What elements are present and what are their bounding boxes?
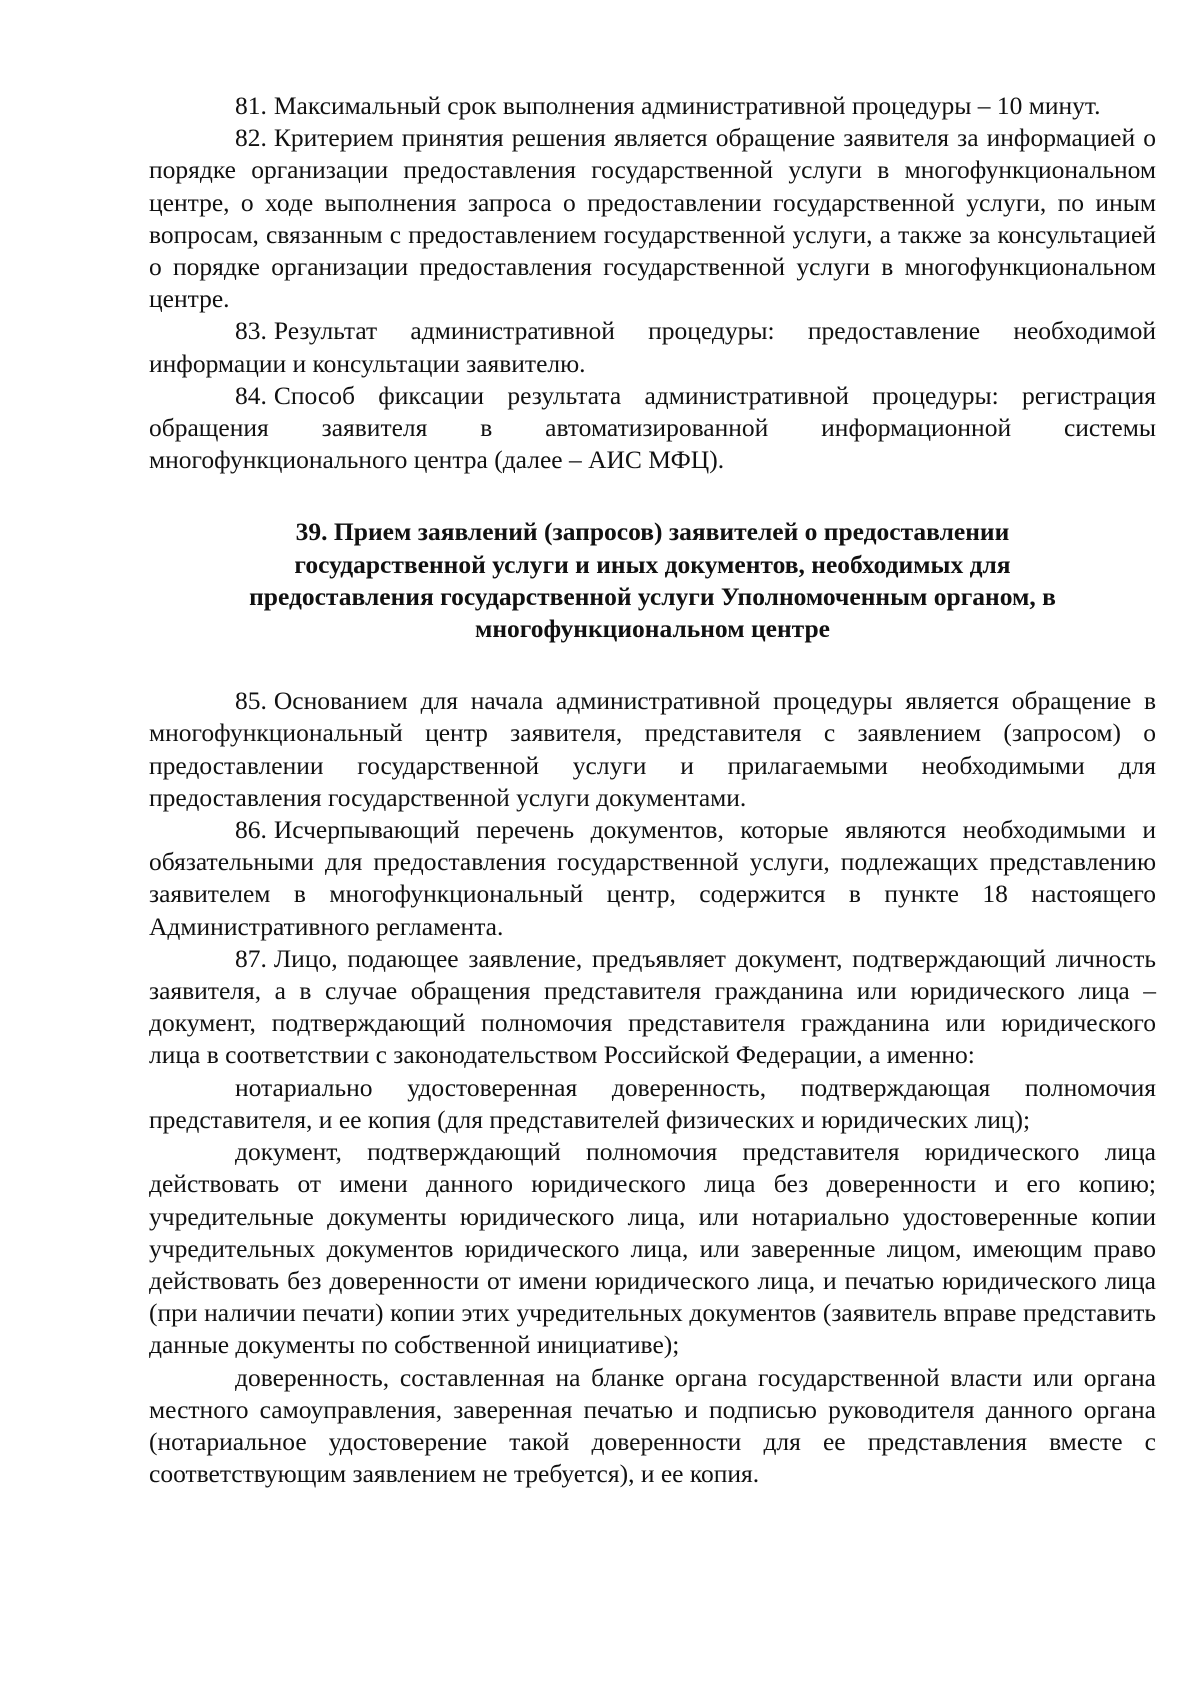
paragraph-number: 84. xyxy=(235,380,267,410)
section-heading-line: многофункциональном центре xyxy=(475,614,830,644)
paragraph-text: Лицо, подающее заявление, предъявляет документ, подтверждающий личность заявителя, а в случае обращения представителя гражданина или юридического лица – документ, подтверждающий полномочия представителя гражданина или юридического лица в соответствии с законодательством Российской Федерации, а именно: xyxy=(149,943,1156,1070)
subparagraph-notarized-power-of-attorney: нотариально удостоверенная доверенность, подтверждающая полномочия представителя, и ее копия (для представителей физических и юридических лиц); xyxy=(149,1072,1156,1134)
paragraph-85 xyxy=(149,685,1156,814)
section-heading-line: 39. Прием заявлений (запросов) заявителей о предоставлении xyxy=(295,517,1010,547)
paragraph-87 xyxy=(149,943,1156,1072)
paragraph-number: 85. xyxy=(235,686,267,716)
paragraph-text: Результат административной процедуры: предоставление необходимой информации и консультации заявителю. xyxy=(149,316,1156,378)
section-heading-line: предоставления государственной услуги Уполномоченным органом, в xyxy=(249,581,1056,611)
subparagraph-legal-entity-authority-document: документ, подтверждающий полномочия представителя юридического лица действовать от имени данного юридического лица без доверенности и его копию; учредительные документы юридического лица, или нотариально удостоверенные копии учредительных документов юридического лица, или заверенные лицом, имеющим право действовать без доверенности от имени юридического лица, и печатью юридического лица (при наличии печати) копии этих учредительных документов (заявитель вправе представить данные документы по собственной инициативе); xyxy=(149,1137,1156,1360)
paragraph-81 xyxy=(149,90,1156,122)
paragraph-text: Способ фиксации результата административной процедуры: регистрация обращения заявителя в автоматизированной информационной системы многофункционального центра (далее – АИС МФЦ). xyxy=(149,380,1156,475)
subparagraph-official-letterhead-power-of-attorney: доверенность, составленная на бланке органа государственной власти или органа местного самоуправления, заверенная печатью и подписью руководителя данного органа (нотариальное удостоверение такой доверенности для ее представления вместе с соответствующим заявлением не требуется), и ее копия. xyxy=(149,1362,1156,1489)
paragraph-number: 86. xyxy=(235,815,267,845)
paragraph-number: 82. xyxy=(235,123,267,153)
document-page xyxy=(149,90,1156,1490)
section-heading-line: государственной услуги и иных документов, необходимых для xyxy=(294,549,1011,579)
paragraph-number: 83. xyxy=(235,316,267,346)
paragraph-84 xyxy=(149,380,1156,477)
paragraph-text: Исчерпывающий перечень документов, которые являются необходимыми и обязательными для предоставления государственной услуги, подлежащих представлению заявителем в многофункциональный центр, содержится в пункте 18 настоящего Административного регламента. xyxy=(149,815,1156,941)
paragraph-number: 87. xyxy=(235,943,267,973)
paragraph-86 xyxy=(149,814,1156,943)
section-heading xyxy=(149,516,1156,645)
paragraph-text: Максимальный срок выполнения административной процедуры – 10 минут. xyxy=(273,91,1101,120)
paragraph-82 xyxy=(149,122,1156,315)
paragraph-text: Основанием для начала административной процедуры является обращение в многофункциональный центр заявителя, представителя с заявлением (запросом) о предоставлении государственной услуги и прилагаемыми необходимыми для предоставления государственной услуги документами. xyxy=(149,686,1156,812)
paragraph-text: Критерием принятия решения является обращение заявителя за информацией о порядке организации предоставления государственной услуги в многофункциональном центре, о ходе выполнения запроса о предоставлении государственной услуги, по иным вопросам, связанным с предоставлением государственной услуги, а также за консультацией о порядке организации предоставления государственной услуги в многофункциональном центре. xyxy=(149,123,1156,314)
paragraph-number: 81. xyxy=(235,91,267,120)
paragraph-83 xyxy=(149,315,1156,379)
